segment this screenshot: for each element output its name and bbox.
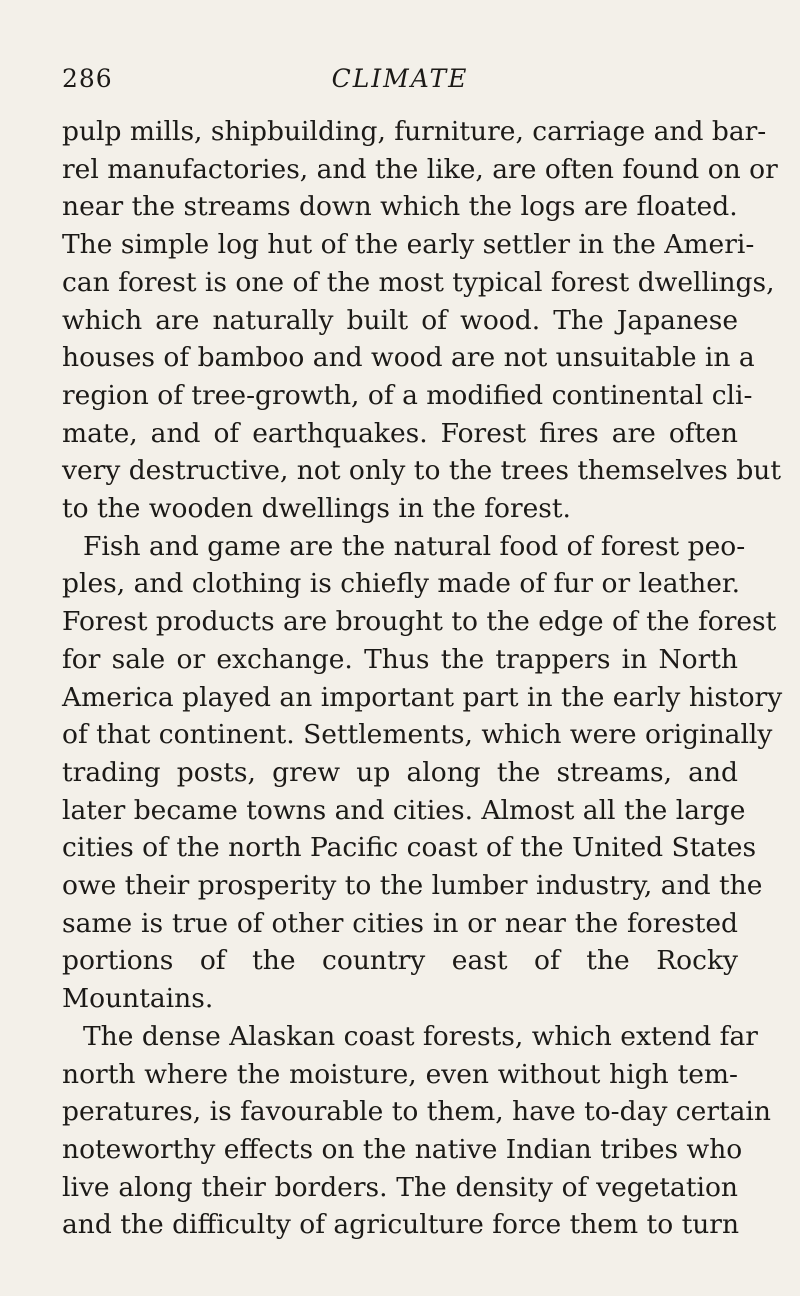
text-line: to the wooden dwellings in the forest.	[62, 493, 571, 525]
text-line: peratures, is favourable to them, have to-day certain	[62, 1096, 771, 1128]
text-line: mate, and of earthquakes. Forest fires are often	[62, 417, 738, 449]
text-line: Forest products are brought to the edge of the forest	[62, 606, 777, 638]
text-line: owe their prosperity to the lumber industry, and the	[62, 870, 763, 902]
text-line: region of tree-growth, of a modified continental cli-	[62, 379, 753, 411]
text-line: houses of bamboo and wood are not unsuitable in a	[62, 342, 755, 374]
text-line: The dense Alaskan coast forests, which extend far	[83, 1020, 758, 1052]
text-line: for sale or exchange. Thus the trappers in North	[62, 643, 738, 675]
text-line: live along their borders. The density of vegetation	[62, 1171, 738, 1203]
text-line: America played an important part in the early history	[62, 681, 783, 713]
body-text	[62, 113, 783, 1244]
text-line: pulp mills, shipbuilding, furniture, carriage and bar-	[62, 116, 767, 147]
text-line: later became towns and cities. Almost all the large	[62, 794, 746, 826]
text-line: near the streams down which the logs are floated.	[62, 191, 738, 223]
text-line: north where the moisture, even without high tem-	[62, 1058, 738, 1090]
text-line: trading posts, grew up along the streams, and	[62, 756, 738, 788]
text-line: same is true of other cities in or near the forested	[62, 907, 738, 939]
text-line: The simple log hut of the early settler in the Ameri-	[62, 229, 755, 261]
text-line: cities of the north Pacific coast of the United States	[62, 832, 757, 864]
text-line: ples, and clothing is chiefly made of fur or leather.	[62, 568, 741, 600]
text-line: noteworthy effects on the native Indian tribes who	[62, 1133, 743, 1165]
text-line: Fish and game are the natural food of forest peo-	[83, 530, 746, 562]
running-title: CLIMATE	[331, 64, 469, 93]
text-line: rel manufactories, and the like, are often found on or	[62, 153, 778, 185]
text-line: portions of the country east of the Rocky	[62, 945, 738, 977]
text-line: Mountains.	[62, 983, 214, 1015]
text-line: which are naturally built of wood. The Japanese	[62, 304, 738, 336]
text-line: of that continent. Settlements, which were originally	[62, 719, 773, 751]
text-line: very destructive, not only to the trees themselves but	[62, 455, 781, 487]
page-number: 286	[62, 64, 113, 93]
text-line: can forest is one of the most typical forest dwellings,	[62, 266, 775, 298]
text-line: and the difficulty of agriculture force them to turn	[62, 1209, 740, 1241]
running-header	[62, 64, 738, 104]
